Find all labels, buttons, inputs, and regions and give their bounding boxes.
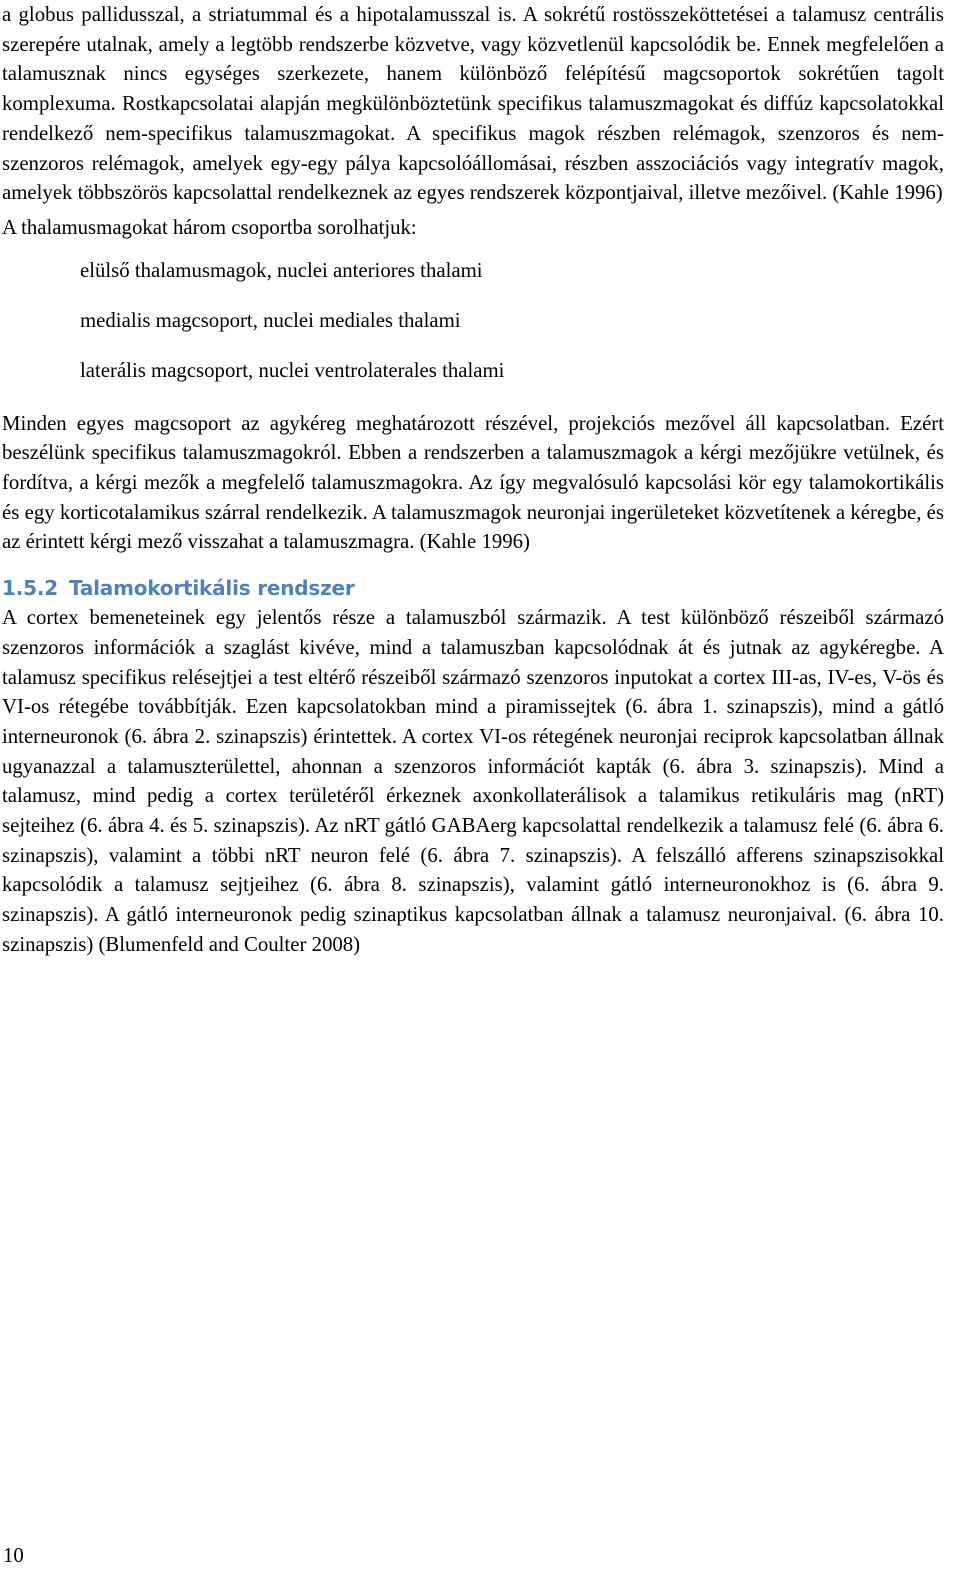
list-item: laterális magcsoport, nuclei ventrolaterales thalami	[80, 358, 505, 382]
paragraph-talamusz-kapcsolatok: a globus pallidusszal, a striatummal és a hipotalamusszal is. A sokrétű rostösszeköttetései a talamusz centrális szerepére utalnak, amely a legtöbb rendszerbe közvetve, vagy közvetlenül kapcsolódik be. Ennek megfelelően a talamusznak nincs egységes szerkezete, hanem különböző felépítésű magcsoportok sokrétűen tagolt komplexuma. Rostkapcsolatai alapján megkülönböztetünk specifikus talamuszmagokat és diffúz kapcsolatokkal rendelkező nem-specifikus talamuszmagokat. A specifikus magok részben relémagok, szenzoros és nem-szenzoros relémagok, amelyek egy-egy pálya kapcsolóállomásai, részben asszociációs vagy integratív magok, amelyek többszörös kapcsolattal rendelkeznek az egyes rendszerek központjaival, illetve mezőivel. (Kahle 1996)	[2, 3, 944, 205]
document-page	[2, 0, 944, 960]
list-item: elülső thalamusmagok, nuclei anteriores thalami	[80, 258, 483, 282]
magcsoport-list	[2, 257, 944, 385]
list-item: medialis magcsoport, nuclei mediales thalami	[80, 308, 461, 332]
section-number: 1.5.2	[2, 576, 58, 601]
section-heading	[2, 574, 944, 602]
page-number: 10	[3, 1544, 24, 1567]
paragraph-csoportok-bevezeto: A thalamusmagokat három csoportba sorolhatjuk:	[2, 215, 417, 239]
paragraph-talamokortikalis: A cortex bemeneteinek egy jelentős része a talamuszból származik. A test különböző részeiből származó szenzoros információk a szaglást kivéve, mind a talamuszban kapcsolódnak át és jutnak az agykéregbe. A talamusz specifikus relésejtjei a test eltérő részeiből származó szenzoros inputokat a cortex III-as, IV-es, V-ös és VI-os rétegébe továbbítják. Ezen kapcsolatokban mind a piramissejtek (6. ábra 1. szinapszis), mind a gátló interneuronok (6. ábra 2. szinapszis) érintettek. A cortex VI-os rétegének neuronjai reciprok kapcsolatban állnak ugyanazzal a talamuszterülettel, ahonnan a szenzoros információt kapták (6. ábra 3. szinapszis). Mind a talamusz, mind pedig a cortex területéről érkeznek axonkollaterálisok a talamikus retikuláris mag (nRT) sejteihez (6. ábra 4. és 5. szinapszis). Az nRT gátló GABAerg kapcsolattal rendelkezik a talamusz felé (6. ábra 6. szinapszis), valamint a többi nRT neuron felé (6. ábra 7. szinapszis). A felszálló afferens szinapszisokkal kapcsolódik a talamusz sejtjeihez (6. ábra 8. szinapszis), valamint gátló interneuronokhoz is (6. ábra 9. szinapszis). A gátló interneuronok pedig szinaptikus kapcsolatban állnak a talamusz neuronjaival. (6. ábra 10. szinapszis) (Blumenfeld and Coulter 2008)	[2, 606, 944, 956]
section-title: Talamokortikális rendszer	[68, 576, 355, 601]
paragraph-specifikus-magok: Minden egyes magcsoport az agykéreg meghatározott részével, projekciós mezővel áll kapcsolatban. Ezért beszélünk specifikus talamuszmagokról. Ebben a rendszerben a talamuszmagok a kérgi mezőjükre vetülnek, és fordítva, a kérgi mezők a megfelelő talamuszmagokra. Az így megvalósuló kapcsolási kör egy talamokortikális és egy korticotalamikus szárral rendelkezik. A talamuszmagok neuronjai ingerületeket közvetítenek a kéregbe, és az érintett kérgi mező visszahat a talamuszmagra. (Kahle 1996)	[2, 411, 944, 554]
